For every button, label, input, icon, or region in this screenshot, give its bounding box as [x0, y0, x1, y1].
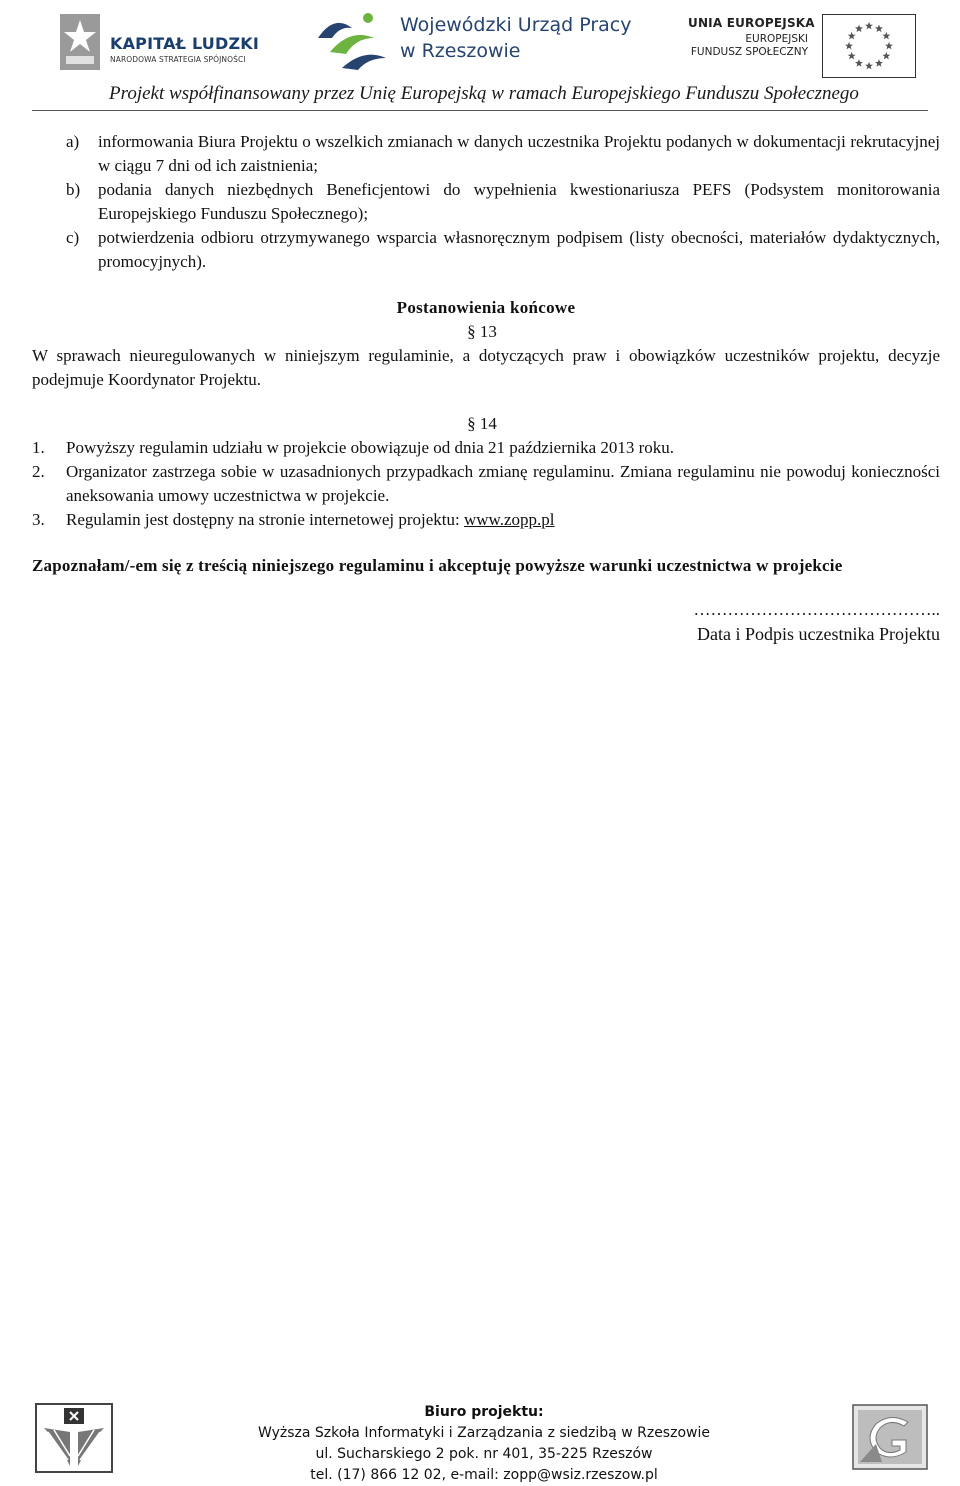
eu-star-icon — [885, 42, 893, 50]
signature-line: …………………………………….. — [693, 600, 940, 619]
footer-address: ul. Sucharskiego 2 pok. nr 401, 35-225 Rzeszów — [315, 1446, 653, 1462]
wup-bird-icon — [312, 8, 392, 76]
list-marker: a) — [66, 132, 80, 151]
eu-star-icon — [882, 32, 890, 40]
signature-label: Data i Podpis uczestnika Projektu — [697, 624, 940, 644]
list-item-text: informowania Biura Projektu o wszelkich zmianach w danych uczestnika Projektu podanych w dokumentacji rekrutacyjnej w ciągu 7 dni od ich zaistnienia; — [98, 132, 940, 175]
eu-star-icon — [855, 59, 863, 67]
eu-flag-icon — [822, 14, 916, 78]
eu-star-icon — [855, 24, 863, 32]
list-marker: 1. — [32, 438, 45, 457]
list-marker: b) — [66, 180, 81, 199]
obligation-item — [32, 178, 940, 226]
final-provision-item — [32, 508, 940, 532]
kapital-ludzki-emblem-icon — [58, 12, 102, 72]
paragraph-14-mark: § 14 — [467, 414, 497, 433]
list-marker: 2. — [32, 462, 45, 481]
eu-star-icon — [845, 42, 853, 50]
final-provision-item — [32, 460, 940, 508]
paragraph-13-mark: § 13 — [467, 322, 497, 341]
obligation-item — [32, 130, 940, 178]
wup-name-line2: w Rzeszowie — [400, 40, 521, 62]
eu-logo — [688, 12, 916, 78]
footer-contact: tel. (17) 866 12 02, e-mail: zopp@wsiz.rzeszow.pl — [310, 1467, 658, 1483]
esf-name-line1: EUROPEJSKI — [745, 33, 808, 45]
footer-institution: Wyższa Szkoła Informatyki i Zarządzania z siedzibą w Rzeszowie — [258, 1425, 710, 1441]
wsiz-logo-icon — [852, 1404, 928, 1470]
list-item-text: Powyższy regulamin udziału w projekcie obowiązuje od dnia 21 października 2013 roku. — [66, 438, 675, 457]
university-crest-icon — [34, 1402, 114, 1474]
wup-name-line1: Wojewódzki Urząd Pracy — [400, 14, 632, 36]
project-office-contact — [200, 1402, 768, 1486]
eu-text-block — [688, 16, 815, 58]
section-heading: Postanowienia końcowe — [396, 298, 576, 317]
eu-star-icon — [865, 22, 873, 30]
list-item-text: Organizator zastrzega sobie w uzasadnionych przypadkach zmianę regulaminu. Zmiana regulaminu nie powoduj konieczności aneksowania umowy uczestnictwa w projekcie. — [66, 462, 940, 505]
list-marker: 3. — [32, 510, 45, 529]
kapital-ludzki-logo — [58, 12, 260, 74]
eu-star-icon — [882, 52, 890, 60]
final-provision-item — [32, 436, 940, 460]
paragraph-13-text: W sprawach nieuregulowanych w niniejszym regulaminie, a dotyczących praw i obowiązków uczestników projektu, decyzje podejmuje Koordynator Projektu. — [32, 346, 940, 389]
list-item-text: potwierdzenia odbioru otrzymywanego wsparcia własnoręcznym podpisem (listy obecności, materiałów dydaktycznych, promocyjnych). — [98, 228, 940, 271]
kapital-ludzki-subtitle: NARODOWA STRATEGIA SPÓJNOŚCI — [110, 55, 246, 64]
project-website-link[interactable]: www.zopp.pl — [464, 510, 555, 529]
esf-name-line2: FUNDUSZ SPOŁECZNY — [690, 46, 808, 58]
eu-stars-ring — [823, 15, 915, 77]
page-header — [0, 0, 960, 115]
list-item-text: podania danych niezbędnych Beneficjentowi do wypełnienia kwestionariusza PEFS (Podsystem monitorowania Europejskiego Funduszu Społecznego); — [98, 180, 940, 223]
participant-declaration: Zapoznałam/-em się z treścią niniejszego regulaminu i akceptuję powyższe warunki uczestnictwa w projekcie — [32, 556, 843, 575]
eu-star-icon — [875, 59, 883, 67]
header-divider — [32, 110, 928, 111]
document-body — [32, 130, 940, 646]
eu-star-icon — [848, 52, 856, 60]
eu-star-icon — [875, 24, 883, 32]
eu-star-icon — [865, 62, 873, 70]
kapital-ludzki-title: KAPITAŁ LUDZKI — [110, 34, 260, 53]
page-footer — [0, 1390, 960, 1485]
list-marker: c) — [66, 228, 80, 247]
cofinancing-tagline: Projekt współfinansowany przez Unię Europejską w ramach Europejskiego Funduszu Społecznego — [109, 83, 859, 104]
list-item-text: Regulamin jest dostępny na stronie internetowej projektu: — [66, 510, 460, 529]
wup-rzeszow-logo — [312, 8, 652, 76]
footer-title: Biuro projektu: — [424, 1404, 544, 1420]
eu-star-icon — [848, 32, 856, 40]
eu-name: UNIA EUROPEJSKA — [688, 16, 815, 30]
obligation-item — [32, 226, 940, 274]
